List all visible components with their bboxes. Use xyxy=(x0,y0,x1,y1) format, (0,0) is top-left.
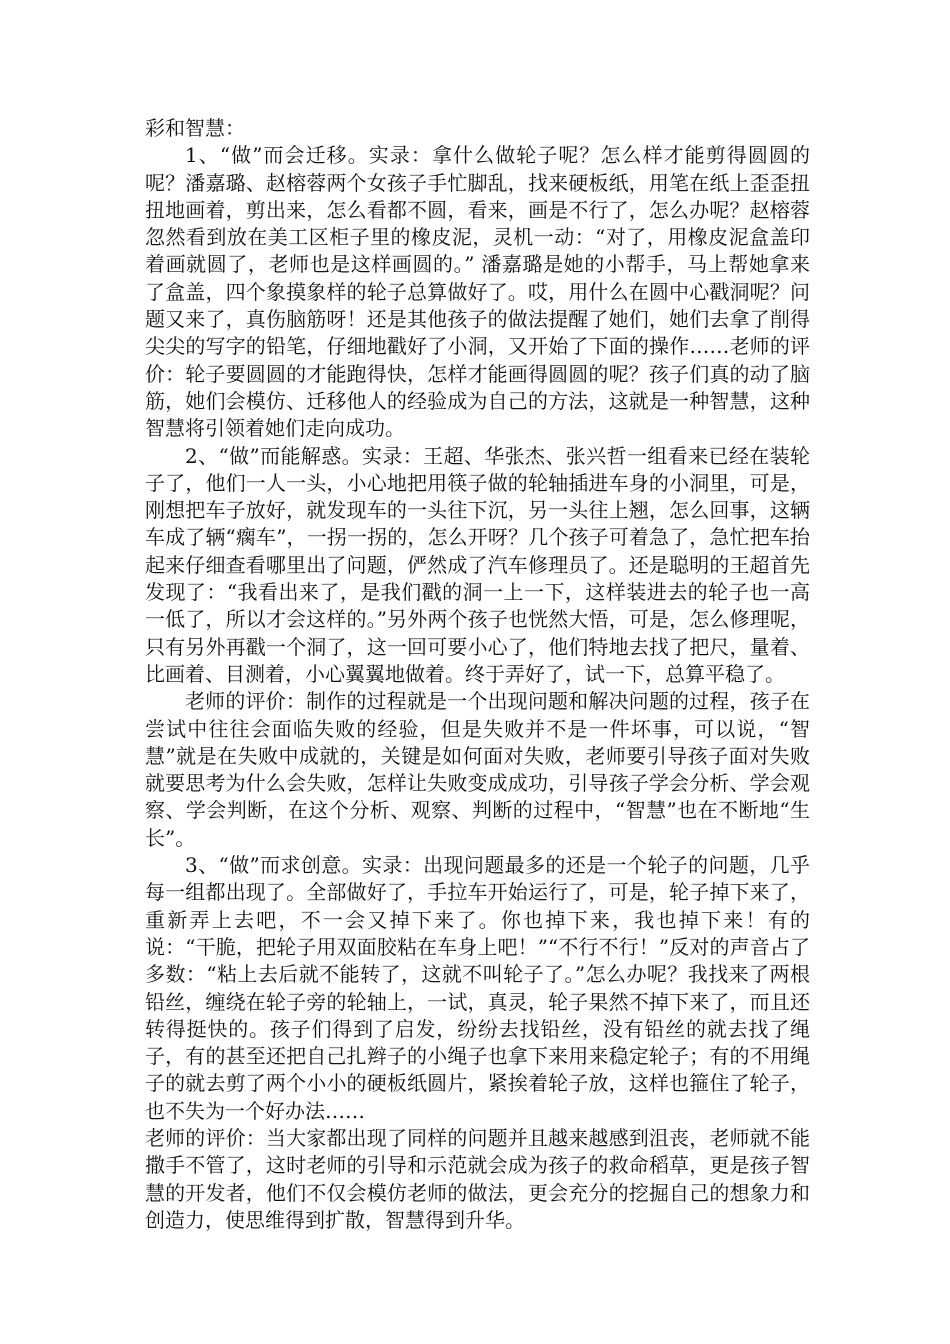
paragraph-section-1: 1、“做”而会迁移。实录：拿什么做轮子呢？怎么样才能剪得圆圆的呢？潘嘉璐、赵榕蓉两个女孩子手忙脚乱，找来硬板纸，用笔在纸上歪歪扭扭地画着，剪出来，怎么看都不圆，看来，画是不行了，怎么办呢？赵榕蓉忽然看到放在美工区柜子里的橡皮泥，灵机一动：“对了，用橡皮泥盒盖印着画就圆了，老师也是这样画圆的。” 潘嘉璐是她的小帮手，马上帮她拿来了盒盖，四个象摸象样的轮子总算做好了。哎，用什么在圆中心戳洞呢？问题又来了，真伤脑筋呀！还是其他孩子的做法提醒了她们，她们去拿了削得尖尖的写字的铅笔，仔细地戳好了小洞，又开始了下面的操作……老师的评价：轮子要圆圆的才能跑得快，怎样才能画得圆圆的呢？孩子们真的动了脑筋，她们会模仿、迁移他人的经验成为自己的方法，这就是一种智慧，这种智慧将引领着她们走向成功。 xyxy=(145,143,810,441)
paragraph-section-2: 2、“做”而能解惑。实录：王超、华张杰、张兴哲一组看来已经在装轮子了，他们一人一头，小心地把用筷子做的轮轴插进车身的小洞里，可是，刚想把车子放好，就发现车的一头往下沉，另一头往上翘，怎么回事，这辆车成了辆“瘸车”，一拐一拐的，怎么开呀？几个孩子可着急了，急忙把车抬起来仔细查看哪里出了问题，俨然成了汽车修理员了。还是聪明的王超首先发现了：“我看出来了，是我们戳的洞一上一下，这样装进去的轮子也一高一低了，所以才会这样的。”另外两个孩子也恍然大悟，可是，怎么修理呢，只有另外再戳一个洞了，这一回可要小心了，他们特地去找了把尺，量着、比画着、目测着，小心翼翼地做着。终于弄好了，试一下，总算平稳了。 xyxy=(145,443,810,686)
paragraph-teacher-evaluation-2: 老师的评价：制作的过程就是一个出现问题和解决问题的过程，孩子在尝试中往往会面临失败的经验，但是失败并不是一件坏事，可以说，“智慧”就是在失败中成就的，关键是如何面对失败，老师要引导孩子面对失败就要思考为什么会失败，怎样让失败变成成功，引导孩子学会分析、学会观察、学会判断，在这个分析、观察、判断的过程中，“智慧”也在不断地“生长”。 xyxy=(145,689,810,850)
paragraph-teacher-evaluation-3: 老师的评价：当大家都出现了同样的问题并且越来越感到沮丧，老师就不能撒手不管了，这时老师的引导和示范就会成为孩子的救命稻草，更是孩子智慧的开发者，他们不仅会模仿老师的做法，更会充分的挖掘自己的想象力和创造力，使思维得到扩散，智慧得到升华。 xyxy=(145,1125,810,1232)
body-text xyxy=(145,115,810,1234)
paragraph-continuation: 彩和智慧： xyxy=(145,116,245,140)
paragraph-section-3: 3、“做”而求创意。实录：出现问题最多的还是一个轮子的问题，几乎每一组都出现了。全部做好了，手拉车开始运行了，可是，轮子掉下来了，重新弄上去吧，不一会又掉下来了。你也掉下来，我也掉下来！有的说：“干脆，把轮子用双面胶粘在车身上吧！”“不行不行！”反对的声音占了多数：“粘上去后就不能转了，这就不叫轮子了。”怎么办呢？我找来了两根铅丝，缠绕在轮子旁的轮轴上，一试，真灵，轮子果然不掉下来了，而且还转得挺快的。孩子们得到了启发，纷纷去找铅丝，没有铅丝的就去找了绳子，有的甚至还把自己扎辫子的小绳子也拿下来用来稳定轮子；有的不用绳子的就去剪了两个小小的硬板纸圆片，紧挨着轮子放，这样也箍住了轮子，也不失为一个好办法…… xyxy=(145,853,810,1123)
